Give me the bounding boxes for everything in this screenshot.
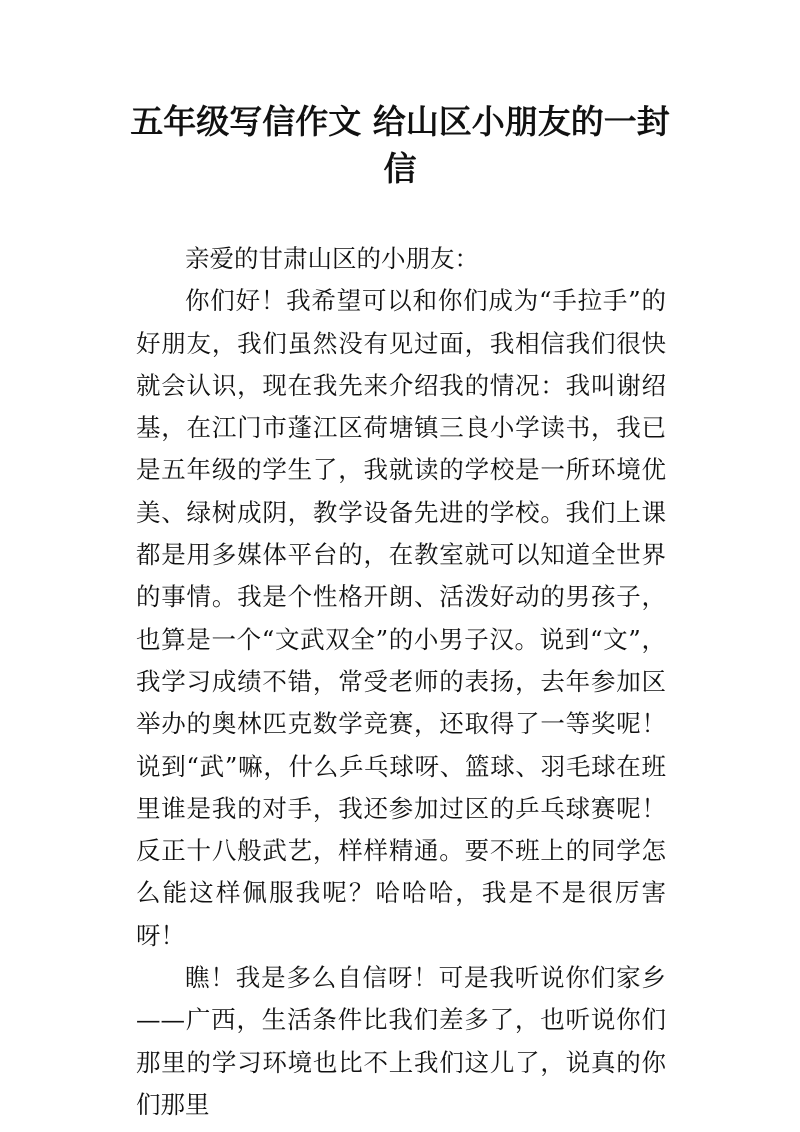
- letter-body: [136, 238, 666, 1126]
- document-title: 五年级写信作文 给山区小朋友的一封信: [130, 102, 670, 188]
- introduction-paragraph: 你们好！我希望可以和你们成为“手拉手”的好朋友，我们虽然没有见过面，我相信我们很快就会认识，现在我先来介绍我的情况：我叫谢绍基，在江门市蓬江区荷塘镇三良小学读书，我已是五年级的学生了，我就读的学校是一所环境优美、绿树成阴，教学设备先进的学校。我们上课都是用多媒体平台的，在教室就可以知道全世界的事情。我是个性格开朗、活泼好动的男孩子，也算是一个“文武双全”的小男子汉。说到“文”，我学习成绩不错，常受老师的表扬，去年参加区举办的奥林匹克数学竞赛，还取得了一等奖呢！说到“武”嘛，什么乒乓球呀、篮球、羽毛球在班里谁是我的对手，我还参加过区的乒乓球赛呢！反正十八般武艺，样样精通。要不班上的同学怎么能这样佩服我呢？哈哈哈，我是不是很厉害呀！: [136, 286, 666, 950]
- hometown-paragraph: 瞧！我是多么自信呀！可是我听说你们家乡——广西，生活条件比我们差多了，也听说你们那里的学习环境也比不上我们这儿了，说真的你们那里: [136, 963, 666, 1119]
- salutation-paragraph: 亲爱的甘肃山区的小朋友：: [185, 244, 479, 273]
